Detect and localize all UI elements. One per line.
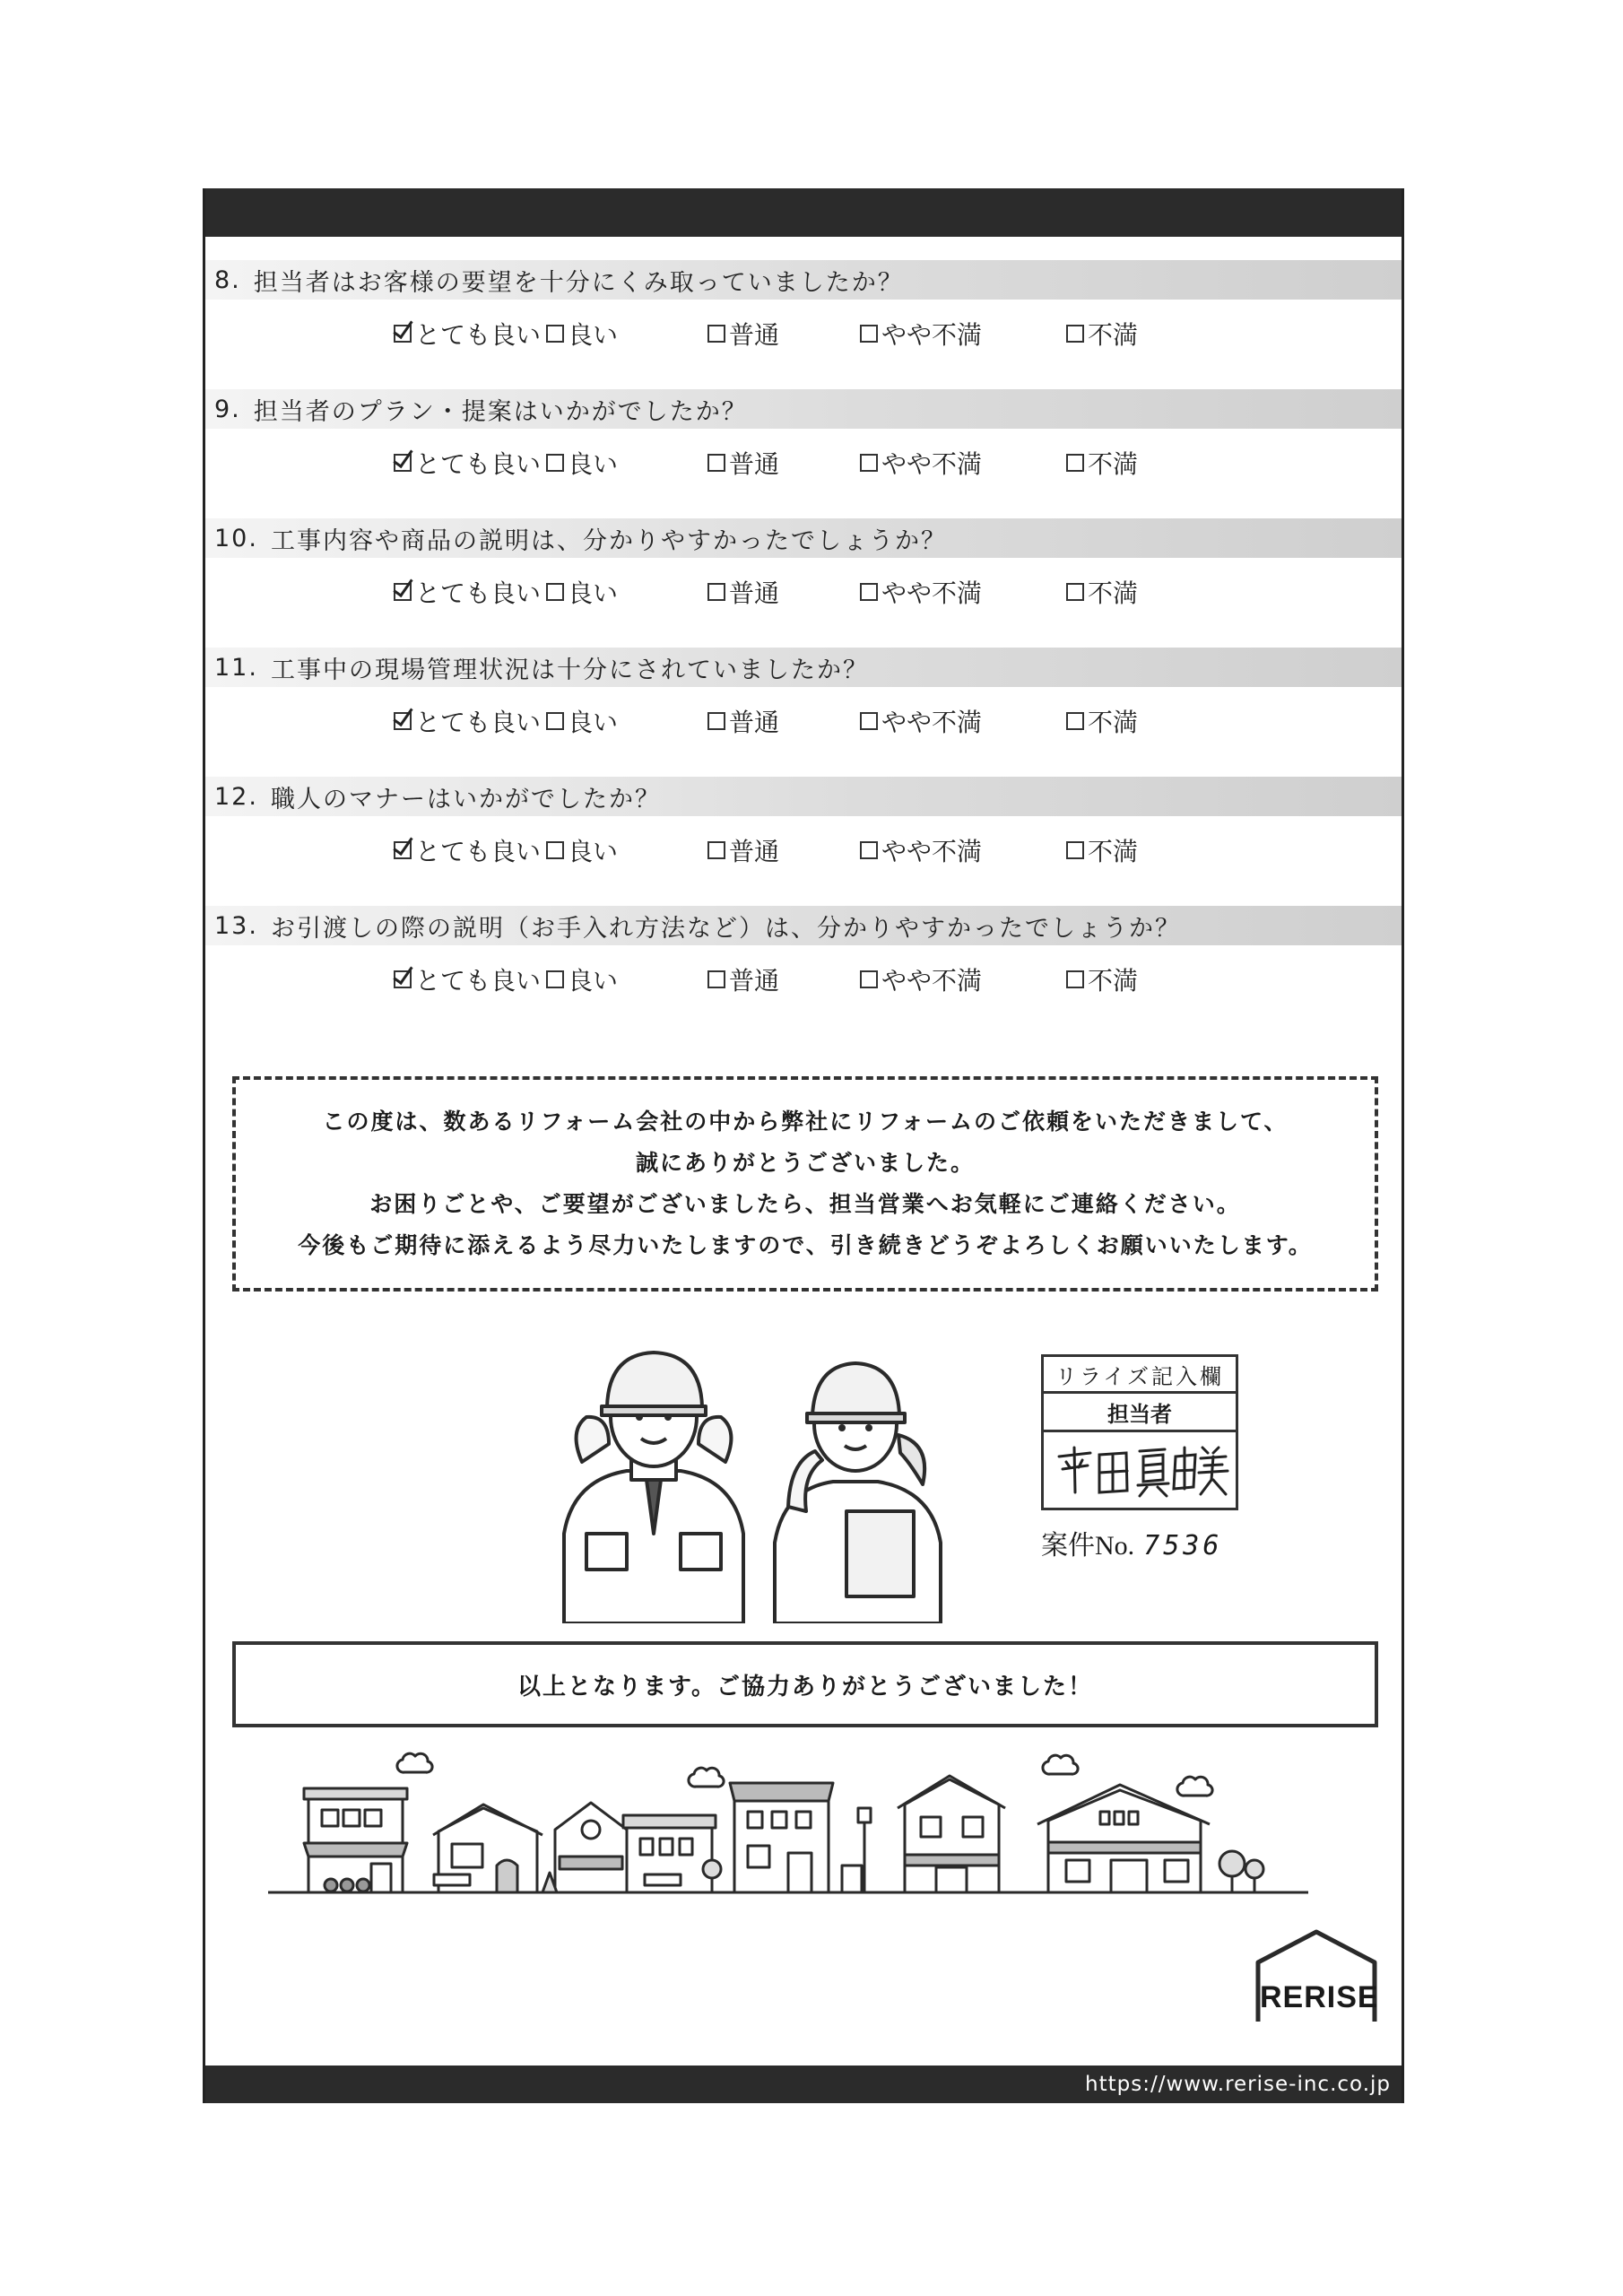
thank-you-message-box: [232, 1076, 1378, 1292]
checkbox[interactable]: [860, 712, 878, 730]
option-label: とても良い: [415, 578, 542, 608]
checkbox[interactable]: [860, 583, 878, 601]
checkbox[interactable]: [1066, 712, 1084, 730]
answer-option[interactable]: [1066, 703, 1138, 739]
checkbox[interactable]: [707, 712, 725, 730]
answer-option[interactable]: [707, 961, 779, 997]
signature: [1041, 1432, 1238, 1510]
question-band: [205, 260, 1402, 300]
checkbox[interactable]: [1066, 325, 1084, 343]
option-label: 良い: [568, 320, 619, 350]
answer-option[interactable]: [860, 574, 982, 610]
checkbox[interactable]: [1066, 583, 1084, 601]
question-text: 担当者はお客様の要望を十分にくみ取っていましたか？: [253, 268, 904, 297]
answer-option[interactable]: [1066, 574, 1138, 610]
option-label: とても良い: [415, 449, 542, 479]
footer-bar: [205, 2066, 1402, 2103]
option-label: 良い: [568, 837, 619, 866]
option-label: やや不満: [881, 320, 983, 350]
answer-option[interactable]: [394, 703, 541, 739]
answer-option[interactable]: [707, 574, 779, 610]
question-number: 9.: [214, 395, 241, 423]
question-band: [205, 648, 1402, 687]
option-label: 普通: [729, 320, 780, 350]
option-label: 不満: [1088, 966, 1139, 996]
checkbox[interactable]: [546, 454, 564, 472]
closing-message: 以上となります。ご協力ありがとうございました！: [517, 1673, 1093, 1700]
answer-options: [205, 816, 1402, 875]
question-text: 職人のマナーはいかがでしたか？: [270, 785, 661, 813]
answer-option[interactable]: [546, 445, 618, 481]
message-line: 今後もご期待に添えるよう尽力いたしますので、引き続きどうぞよろしくお願いいたします。: [298, 1232, 1313, 1258]
option-label: とても良い: [415, 708, 542, 737]
option-label: 普通: [729, 578, 780, 608]
checkbox[interactable]: [1066, 454, 1084, 472]
question-number: 13.: [214, 911, 258, 940]
checkbox[interactable]: [1066, 841, 1084, 859]
question-band: [205, 777, 1402, 816]
survey-question: [205, 389, 1402, 488]
option-label: とても良い: [415, 837, 542, 866]
checkbox[interactable]: [860, 841, 878, 859]
option-label: 普通: [729, 449, 780, 479]
checkbox[interactable]: [860, 325, 878, 343]
answer-option[interactable]: [394, 316, 541, 352]
checkbox[interactable]: [546, 712, 564, 730]
answer-options: [205, 945, 1402, 1004]
workers-illustration: [546, 1327, 968, 1623]
option-label: とても良い: [415, 320, 542, 350]
answer-options: [205, 429, 1402, 488]
checkbox[interactable]: [394, 454, 412, 472]
answer-option[interactable]: [546, 703, 618, 739]
handwritten-signature: [1050, 1439, 1229, 1501]
answer-option[interactable]: [394, 961, 541, 997]
option-label: やや不満: [881, 449, 983, 479]
rerise-entry-box: [1041, 1354, 1238, 1562]
rerise-logo: [1254, 1928, 1378, 2027]
option-label: 良い: [568, 708, 619, 737]
option-label: やや不満: [881, 837, 983, 866]
checkbox[interactable]: [394, 325, 412, 343]
survey-question: [205, 648, 1402, 746]
answer-option[interactable]: [546, 832, 618, 868]
answer-option[interactable]: [394, 574, 541, 610]
option-label: 普通: [729, 966, 780, 996]
option-label: 良い: [568, 578, 619, 608]
case-number-row: [1041, 1523, 1238, 1562]
checkbox[interactable]: [707, 325, 725, 343]
checkbox[interactable]: [860, 454, 878, 472]
question-text: 工事内容や商品の説明は、分かりやすかったでしょうか？: [270, 526, 947, 555]
answer-option[interactable]: [707, 832, 779, 868]
checkbox[interactable]: [707, 454, 725, 472]
option-label: やや不満: [881, 578, 983, 608]
entry-box-subheading: 担当者: [1041, 1391, 1238, 1432]
answer-option[interactable]: [860, 316, 982, 352]
answer-option[interactable]: [1066, 961, 1138, 997]
option-label: 不満: [1088, 449, 1139, 479]
option-label: 良い: [568, 449, 619, 479]
checkbox[interactable]: [546, 583, 564, 601]
message-line: お困りごとや、ご要望がございましたら、担当営業へお気軽にご連絡ください。: [369, 1191, 1241, 1217]
option-label: 不満: [1088, 578, 1139, 608]
top-bar: [205, 188, 1402, 237]
question-number: 8.: [214, 265, 241, 294]
answer-option[interactable]: [546, 316, 618, 352]
question-number: 11.: [214, 653, 258, 682]
townscape-illustration: [268, 1749, 1326, 1901]
option-label: 普通: [729, 708, 780, 737]
question-band: [205, 906, 1402, 945]
entry-box-heading: リライズ記入欄: [1041, 1354, 1238, 1391]
option-label: 不満: [1088, 837, 1139, 866]
checkbox[interactable]: [546, 325, 564, 343]
case-number-label: 案件No.: [1041, 1531, 1135, 1561]
answer-option[interactable]: [1066, 832, 1138, 868]
answer-option[interactable]: [1066, 445, 1138, 481]
website-url[interactable]: https://www.rerise-inc.co.jp: [1085, 2073, 1391, 2096]
checkbox[interactable]: [860, 970, 878, 988]
answer-option[interactable]: [860, 445, 982, 481]
option-label: とても良い: [415, 966, 542, 996]
answer-options: [205, 687, 1402, 746]
survey-question: [205, 906, 1402, 1004]
question-number: 10.: [214, 524, 258, 552]
answer-option[interactable]: [860, 832, 982, 868]
answer-option[interactable]: [707, 445, 779, 481]
survey-sheet: [203, 188, 1404, 2103]
question-band: [205, 518, 1402, 558]
question-band: [205, 389, 1402, 429]
answer-option[interactable]: [1066, 316, 1138, 352]
answer-option[interactable]: [546, 961, 618, 997]
message-line: 誠にありがとうございました。: [635, 1150, 975, 1176]
question-text: 担当者のプラン・提案はいかがでしたか？: [253, 397, 748, 426]
answer-option[interactable]: [394, 832, 541, 868]
option-label: やや不満: [881, 966, 983, 996]
option-label: 良い: [568, 966, 619, 996]
answer-option[interactable]: [546, 574, 618, 610]
answer-options: [205, 558, 1402, 617]
message-line: この度は、数あるリフォーム会社の中から弊社にリフォームのご依頼をいただきまして、: [322, 1109, 1289, 1135]
checkbox[interactable]: [394, 712, 412, 730]
answer-option[interactable]: [860, 961, 982, 997]
checkbox[interactable]: [394, 841, 412, 859]
checkbox[interactable]: [546, 970, 564, 988]
logo-text: RERISE: [1260, 1980, 1379, 2014]
answer-option[interactable]: [707, 316, 779, 352]
checkbox[interactable]: [546, 841, 564, 859]
option-label: 不満: [1088, 708, 1139, 737]
option-label: 普通: [729, 837, 780, 866]
option-label: やや不満: [881, 708, 983, 737]
checkbox[interactable]: [707, 970, 725, 988]
answer-options: [205, 300, 1402, 359]
checkbox[interactable]: [394, 970, 412, 988]
survey-question: [205, 260, 1402, 359]
checkbox[interactable]: [707, 583, 725, 601]
answer-option[interactable]: [707, 703, 779, 739]
checkbox[interactable]: [394, 583, 412, 601]
answer-option[interactable]: [860, 703, 982, 739]
question-text: 工事中の現場管理状況は十分にされていましたか？: [270, 656, 869, 684]
question-number: 12.: [214, 782, 258, 811]
question-text: お引渡しの際の説明（お手入れ方法など）は、分かりやすかったでしょうか？: [270, 914, 1181, 943]
survey-question: [205, 518, 1402, 617]
option-label: 不満: [1088, 320, 1139, 350]
answer-option[interactable]: [394, 445, 541, 481]
survey-question: [205, 777, 1402, 875]
checkbox[interactable]: [1066, 970, 1084, 988]
closing-message-box: [232, 1641, 1378, 1727]
case-number-value: 7536: [1143, 1530, 1223, 1561]
checkbox[interactable]: [707, 841, 725, 859]
